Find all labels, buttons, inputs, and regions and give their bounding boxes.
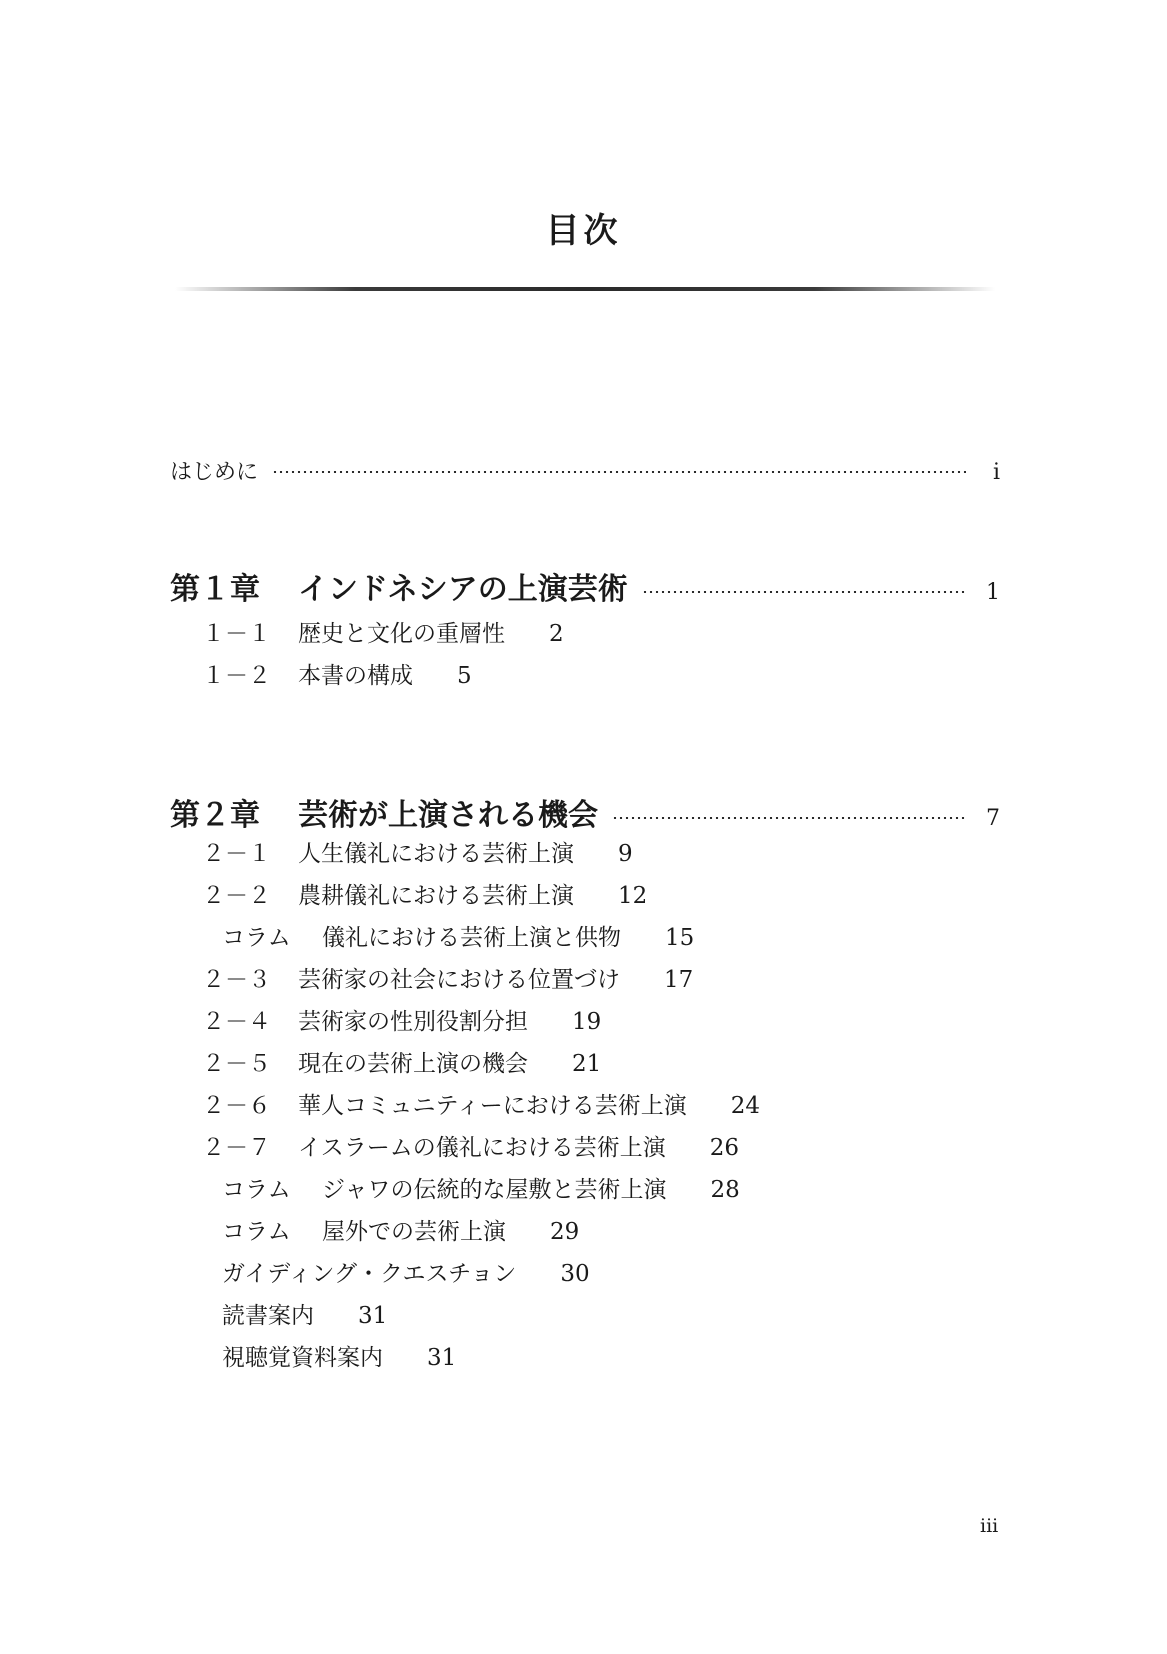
section-number: １－１	[202, 621, 271, 647]
toc-extra-reading-guide[interactable]	[222, 1297, 387, 1330]
column-page: 29	[550, 1219, 580, 1245]
chapter-title: 芸術が上演される機会	[298, 798, 598, 833]
section-number: ２－４	[202, 1009, 271, 1035]
extra-page: 31	[427, 1345, 457, 1371]
toc-column-1[interactable]	[222, 919, 694, 952]
intro-page: i	[992, 460, 1000, 485]
column-page: 28	[710, 1177, 740, 1203]
chapter-title: インドネシアの上演芸術	[298, 572, 628, 607]
chapter-number: 第２章	[170, 798, 260, 833]
section-number: ２－５	[202, 1051, 271, 1077]
toc-entry-intro[interactable]	[170, 455, 1000, 486]
section-page: 12	[618, 883, 648, 909]
section-number: ２－２	[202, 883, 271, 909]
toc-section-1-1[interactable]	[202, 615, 564, 648]
extra-page: 31	[358, 1303, 388, 1329]
toc-section-2-7[interactable]	[202, 1129, 739, 1162]
section-page: 5	[457, 663, 472, 689]
section-title: 芸術家の社会における位置づけ	[298, 967, 620, 993]
toc-section-2-5[interactable]	[202, 1045, 601, 1078]
toc-chapter-1[interactable]	[170, 564, 1000, 608]
section-page: 2	[549, 621, 564, 647]
section-title: 華人コミュニティーにおける芸術上演	[298, 1093, 687, 1119]
section-title: 歴史と文化の重層性	[298, 621, 505, 647]
section-title: 現在の芸術上演の機会	[298, 1051, 528, 1077]
chapter-page: 7	[986, 806, 1000, 831]
section-page: 19	[572, 1009, 602, 1035]
toc-extra-av-guide[interactable]	[222, 1339, 456, 1372]
dot-leader	[272, 471, 966, 473]
column-label: コラム	[222, 925, 291, 951]
dot-leader	[642, 591, 966, 593]
section-page: 26	[709, 1135, 740, 1161]
extra-page: 30	[560, 1261, 590, 1287]
column-title: ジャワの伝統的な屋敷と芸術上演	[322, 1177, 667, 1203]
section-page: 21	[572, 1051, 602, 1077]
section-page: 24	[730, 1093, 760, 1119]
section-number: ２－７	[202, 1135, 271, 1161]
section-title: 人生儀礼における芸術上演	[298, 841, 574, 867]
section-title: イスラームの儀礼における芸術上演	[298, 1135, 666, 1161]
column-title: 儀礼における芸術上演と供物	[322, 925, 621, 951]
toc-section-1-2[interactable]	[202, 657, 472, 690]
column-title: 屋外での芸術上演	[322, 1219, 506, 1245]
section-number: ２－１	[202, 841, 271, 867]
toc-column-3[interactable]	[222, 1213, 579, 1246]
section-title: 農耕儀礼における芸術上演	[298, 883, 574, 909]
extra-title: 視聴覚資料案内	[222, 1345, 383, 1371]
extra-title: ガイディング・クエスチョン	[222, 1261, 517, 1287]
toc-column-2[interactable]	[222, 1171, 740, 1204]
extra-title: 読書案内	[222, 1303, 314, 1329]
intro-label: はじめに	[170, 460, 259, 485]
section-number: １－２	[202, 663, 271, 689]
toc-section-2-6[interactable]	[202, 1087, 760, 1120]
column-page: 15	[665, 925, 695, 951]
section-number: ２－３	[202, 967, 271, 993]
toc-chapter-2[interactable]	[170, 790, 1000, 834]
chapter-number: 第１章	[170, 572, 260, 607]
toc-section-2-2[interactable]	[202, 877, 647, 910]
column-label: コラム	[222, 1177, 291, 1203]
section-title: 本書の構成	[298, 663, 413, 689]
chapter-page: 1	[986, 580, 1000, 605]
section-number: ２－６	[202, 1093, 271, 1119]
section-page: 17	[664, 967, 694, 993]
toc-section-2-4[interactable]	[202, 1003, 601, 1036]
page-folio: iii	[980, 1515, 999, 1537]
toc-extra-guiding-questions[interactable]	[222, 1255, 590, 1288]
dot-leader	[612, 817, 966, 819]
toc-section-2-3[interactable]	[202, 961, 693, 994]
column-label: コラム	[222, 1219, 291, 1245]
toc-section-2-1[interactable]	[202, 835, 633, 868]
section-title: 芸術家の性別役割分担	[298, 1009, 528, 1035]
section-page: 9	[618, 841, 633, 867]
title-rule	[175, 287, 995, 291]
page-title: 目次	[545, 211, 622, 251]
